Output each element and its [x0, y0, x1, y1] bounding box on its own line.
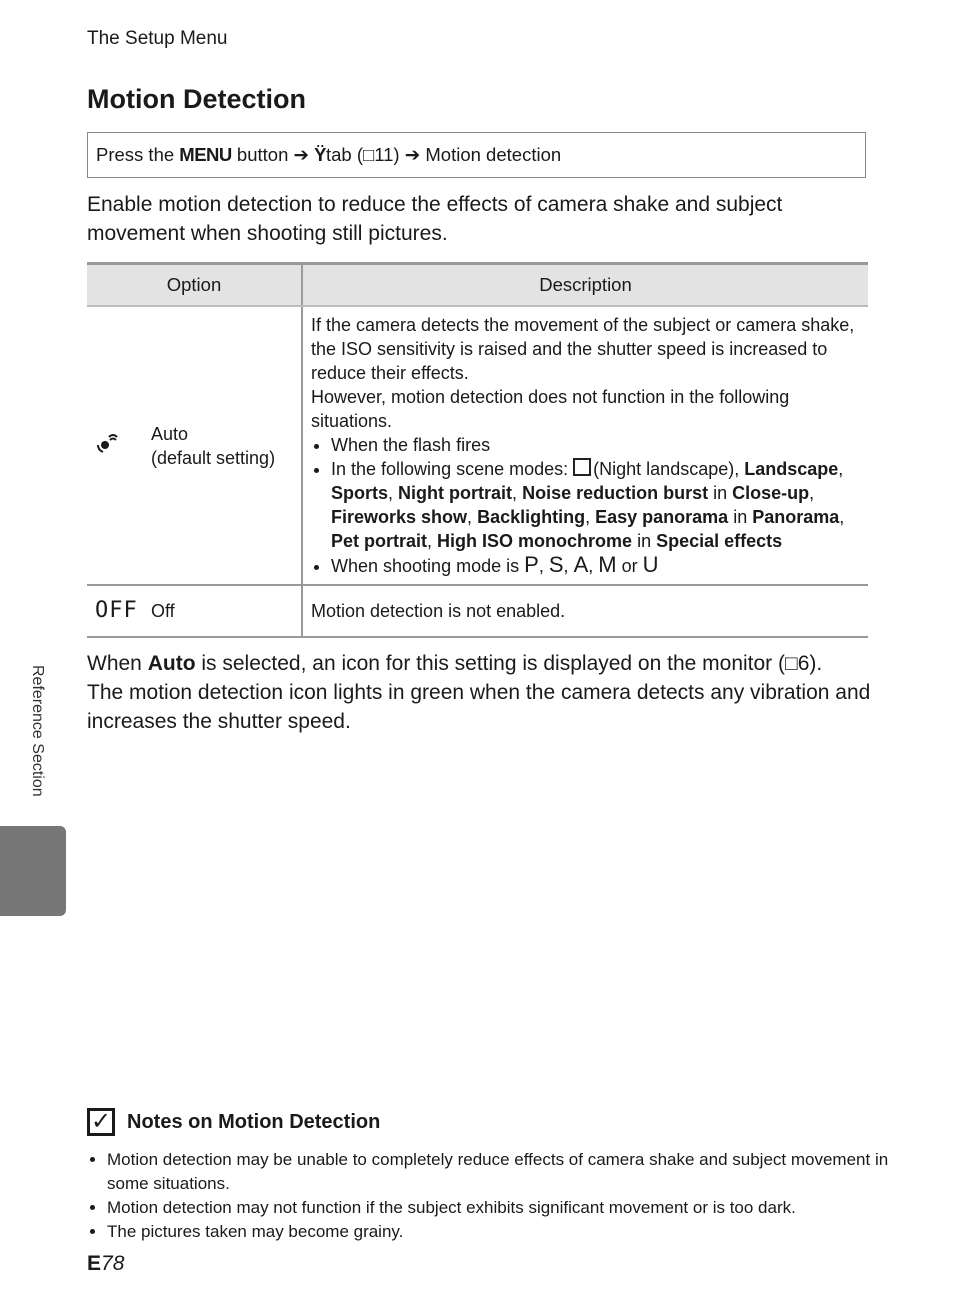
section-tab [0, 826, 66, 916]
list-item: • The pictures taken may become grainy. [107, 1220, 897, 1244]
list-item: • When the flash fires [331, 433, 862, 457]
option-auto-label: Auto [151, 423, 189, 444]
list-item: • Motion detection may be unable to completely reduce effects of camera shake and subject movement in some situations. [107, 1148, 897, 1196]
auto-desc-p2: However, motion detection does not function in the following situations. [311, 387, 790, 431]
page-title: Motion Detection [87, 84, 306, 114]
mode-p-icon: P [524, 552, 539, 577]
list-item: • In the following scene modes: (Night landscape), Landscape, Sports, Night portrait, Noise reduction burst in Close-up, Fireworks show, Backlighting, Easy panorama in Panorama, Pet portrait, High ISO monochrome in Special effects [331, 457, 862, 553]
col-header-option: Option [87, 264, 302, 307]
notes-heading [87, 1108, 380, 1136]
table-row-off [87, 585, 868, 637]
list-item: • Motion detection may not function if the subject exhibits significant movement or is too dark. [107, 1196, 897, 1220]
off-description: Motion detection is not enabled. [302, 585, 868, 637]
mode-s-icon: S [548, 552, 564, 577]
page-number: E78 [87, 1252, 125, 1275]
nav-item: Motion detection [425, 144, 562, 165]
night-landscape-icon [573, 458, 591, 476]
nav-tab: tab ( [326, 144, 364, 165]
arrow-right-icon: ➔ [293, 144, 310, 165]
running-head: The Setup Menu [87, 28, 228, 49]
option-auto-default: (default setting) [151, 447, 276, 468]
after-table-paragraph: When Auto is selected, an icon for this setting is displayed on the monitor (□6). The motion detection icon lights in green when the camera detects any vibration and increases the shutter speed. [87, 652, 871, 733]
menu-button-icon: MENU [179, 144, 232, 165]
nav-ref-page: 11) [374, 144, 400, 165]
options-table [87, 262, 868, 638]
col-header-description: Description [302, 264, 868, 307]
menu-path-box [87, 132, 866, 178]
mode-a-icon: A [573, 552, 589, 577]
mode-u-icon: U [642, 552, 659, 577]
motion-detection-icon [87, 431, 151, 460]
nav-button: button [236, 144, 289, 165]
off-icon: OFF [95, 598, 138, 623]
section-side-label: Reference Section [29, 665, 46, 797]
intro-paragraph: Enable motion detection to reduce the effects of camera shake and subject movement when shooting still pictures. [87, 193, 783, 245]
checkmark-icon: ✓ [87, 1108, 115, 1136]
setup-tab-icon: Ÿ [314, 144, 326, 165]
notes-list [87, 1148, 897, 1244]
page-ref-icon: □ [363, 144, 375, 165]
mode-m-icon: M [598, 552, 617, 577]
option-off-label: Off [151, 601, 175, 621]
reference-section-icon: E [87, 1252, 102, 1275]
nav-press-the: Press the [96, 144, 175, 165]
auto-description [302, 306, 868, 585]
notes-title: Notes on Motion Detection [127, 1110, 381, 1133]
list-item: • When shooting mode is P, S, A, M or U [331, 553, 862, 578]
arrow-right-icon: ➔ [404, 144, 421, 165]
table-row-auto [87, 306, 868, 585]
page-ref-icon: □ [785, 652, 798, 675]
auto-desc-p1: If the camera detects the movement of the subject or camera shake, the ISO sensitivity is raised and the shutter speed is increased to reduce their effects. [311, 315, 855, 383]
